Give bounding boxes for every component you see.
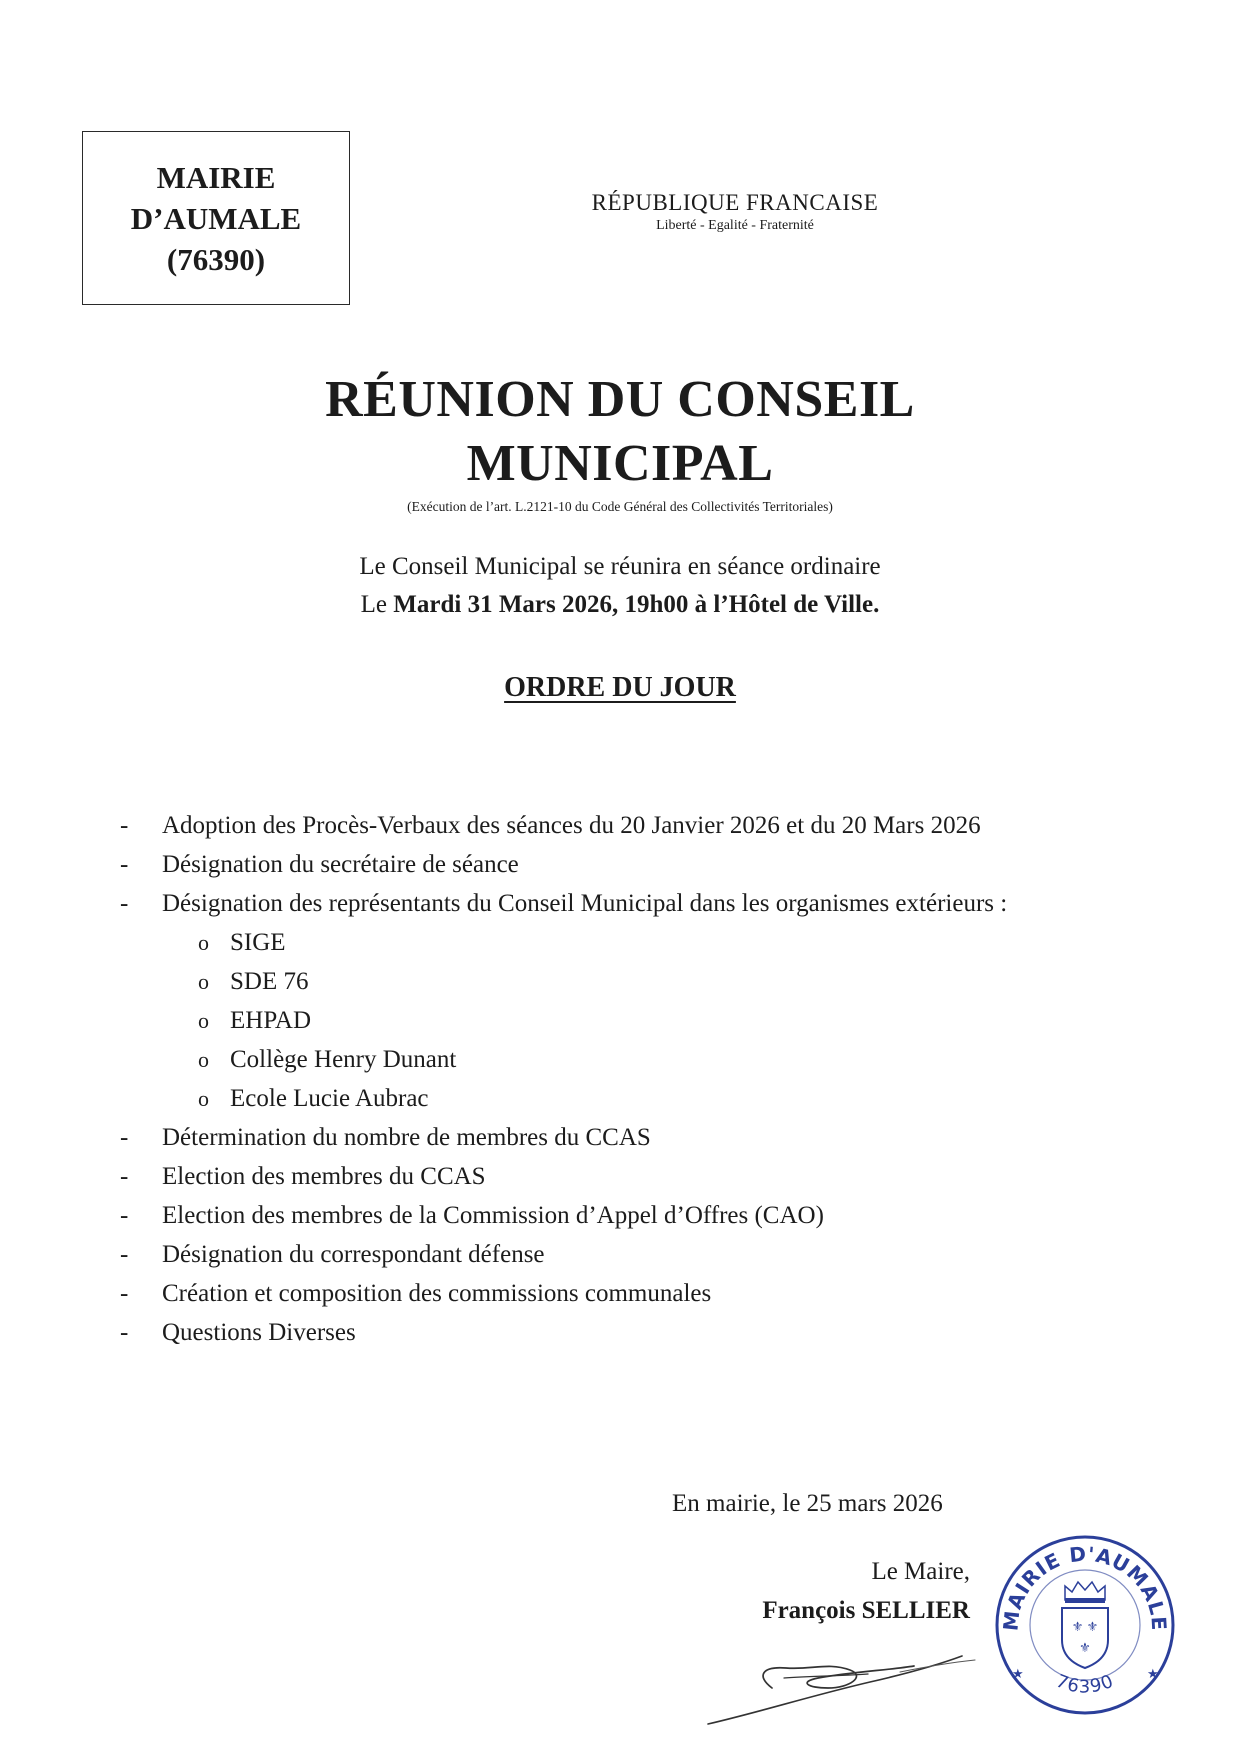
- mairie-line-1: MAIRIE: [156, 159, 276, 195]
- agenda-item-text: Désignation du secrétaire de séance: [162, 851, 519, 878]
- agenda-item-text: Adoption des Procès-Verbaux des séances du 20 Janvier 2026 et du 20 Mars 2026: [162, 812, 981, 839]
- agenda-item: [120, 806, 1100, 845]
- bullet-marker: o: [198, 1086, 209, 1111]
- dash-marker: -: [120, 1202, 129, 1229]
- agenda-item: [120, 1274, 1100, 1313]
- agenda-sub-item-text: SIGE: [230, 929, 286, 956]
- agenda-list: [120, 806, 1100, 1352]
- bullet-marker: o: [198, 1008, 209, 1033]
- republique-header: [560, 190, 910, 234]
- agenda-sub-item: [198, 923, 1100, 962]
- legal-reference: (Exécution de l’art. L.2121-10 du Code Général des Collectivités Territoriales): [407, 499, 833, 514]
- ordre-du-jour-heading: ORDRE DU JOUR: [504, 672, 736, 703]
- page-title: [180, 368, 1060, 496]
- title-line-1: RÉUNION DU CONSEIL: [325, 371, 915, 428]
- dash-marker: -: [120, 1124, 129, 1151]
- agenda-sub-item: [198, 1001, 1100, 1040]
- stamp-star-icon: ★: [1147, 1666, 1159, 1681]
- agenda-item-text: Détermination du nombre de membres du CCAS: [162, 1124, 651, 1151]
- agenda-item: [120, 1157, 1100, 1196]
- mairie-line-3: (76390): [166, 241, 266, 277]
- coat-of-arms-icon: [1062, 1608, 1108, 1668]
- republique-name: RÉPUBLIQUE FRANCAISE: [591, 190, 879, 215]
- stamp-bottom-text: 76390: [1052, 1670, 1118, 1698]
- bullet-marker: o: [198, 1047, 209, 1072]
- svg-text:⚜ ⚜: ⚜ ⚜: [1071, 1619, 1099, 1634]
- agenda-item: [120, 1196, 1100, 1235]
- agenda-item-text: Désignation des représentants du Conseil Municipal dans les organismes extérieurs :: [162, 890, 1008, 917]
- crown-icon: [1065, 1582, 1105, 1603]
- dash-marker: -: [120, 1319, 129, 1346]
- dash-marker: -: [120, 1280, 129, 1307]
- agenda-sub-item-text: Ecole Lucie Aubrac: [230, 1085, 429, 1112]
- handwritten-signature: [700, 1632, 980, 1732]
- svg-text:⚜: ⚜: [1079, 1640, 1091, 1655]
- dash-marker: -: [120, 812, 129, 839]
- meeting-date-place: Mardi 31 Mars 2026, 19h00 à l’Hôtel de Ville.: [393, 591, 880, 618]
- dash-marker: -: [120, 1163, 129, 1190]
- meeting-intro: [200, 548, 1040, 624]
- dash-marker: -: [120, 890, 129, 917]
- agenda-item: [120, 884, 1100, 923]
- bullet-marker: o: [198, 969, 209, 994]
- agenda-item: [120, 1118, 1100, 1157]
- date-line: En mairie, le 25 mars 2026: [672, 1490, 943, 1517]
- agenda-sub-item: [198, 1079, 1100, 1118]
- agenda-sub-item: [198, 1040, 1100, 1079]
- agenda-item-text: Désignation du correspondant défense: [162, 1241, 545, 1268]
- agenda-sub-item-text: SDE 76: [230, 968, 309, 995]
- stamp-top-text: MAIRIE D'AUMALE: [998, 1541, 1172, 1633]
- title-line-2: MUNICIPAL: [466, 435, 774, 492]
- dash-marker: -: [120, 851, 129, 878]
- agenda-item-text: Création et composition des commissions communales: [162, 1280, 712, 1307]
- mairie-header-box: [82, 131, 350, 305]
- dash-marker: -: [120, 1241, 129, 1268]
- intro-line-2: [200, 586, 1040, 624]
- mairie-line-2: D’AUMALE: [130, 200, 302, 236]
- signer-name: François SELLIER: [762, 1597, 970, 1624]
- signer-block: [700, 1552, 970, 1630]
- agenda-item: [120, 845, 1100, 884]
- stamp-star-icon: ★: [1012, 1666, 1024, 1681]
- agenda-sub-item: [198, 962, 1100, 1001]
- agenda-item: [120, 1313, 1100, 1352]
- republique-devise: Liberté - Egalité - Fraternité: [656, 218, 814, 233]
- agenda-item-text: Questions Diverses: [162, 1319, 356, 1346]
- intro-line-1: Le Conseil Municipal se réunira en séance ordinaire: [359, 553, 881, 580]
- agenda-item-text: Election des membres du CCAS: [162, 1163, 486, 1190]
- intro-line-2-prefix: Le: [360, 591, 394, 618]
- agenda-sub-item-text: EHPAD: [230, 1007, 312, 1034]
- svg-text:76390: [1053, 1671, 1117, 1698]
- agenda-sub-item-text: Collège Henry Dunant: [230, 1046, 457, 1073]
- bullet-marker: o: [198, 930, 209, 955]
- signer-role: Le Maire,: [871, 1558, 970, 1585]
- agenda-item: [120, 1235, 1100, 1274]
- agenda-item-text: Election des membres de la Commission d’Appel d’Offres (CAO): [162, 1202, 824, 1229]
- mairie-stamp: [990, 1530, 1180, 1720]
